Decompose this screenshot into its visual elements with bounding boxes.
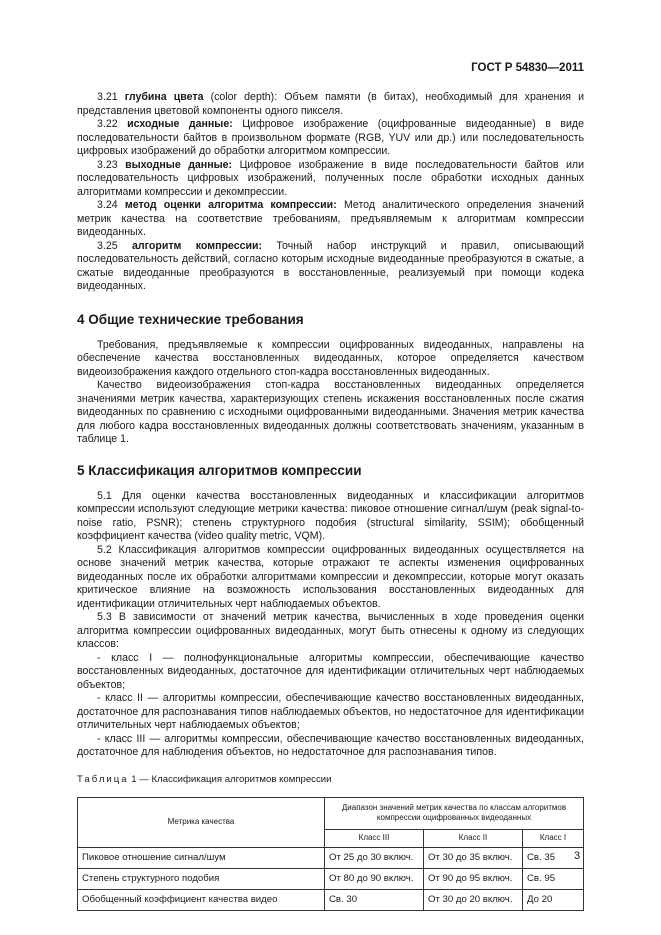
definition-number: 3.23: [97, 158, 118, 171]
table-caption-label: Таблица: [77, 773, 129, 785]
definition-number: 3.24: [97, 199, 118, 211]
section-5-heading: 5 Классификация алгоритмов компрессии: [77, 462, 362, 478]
value-cell: От 30 до 20 включ.: [424, 889, 523, 910]
definition-3-24: [77, 199, 584, 240]
header-class-iii: Класс III: [325, 829, 424, 847]
definition-term: глубина цвета: [124, 91, 204, 103]
definition-number: 3.25: [97, 239, 118, 252]
table-row: [78, 889, 584, 910]
definition-3-22: [77, 118, 584, 159]
standard-number: ГОСТ Р 54830—2011: [471, 62, 584, 74]
classification-table: [77, 797, 584, 911]
definition-3-25: [77, 240, 584, 294]
class-list-item: - класс II — алгоритмы компрессии, обеспечивающие качество восстановленных видеоданных, достаточное для распознавания типов наблюдаемых объектов, но недостаточное для идентификации отличительных черт наблюдаемых объектов;: [77, 692, 584, 731]
definition-text: Цифровое изображение (оцифрованные видеоданные) в виде последовательности байтов в произвольном формате (RGB, YUV или др.) или последовательность цифровых изображений до обработки алгоритмом компрессии.: [77, 118, 584, 157]
definition-number: 3.22: [97, 118, 118, 130]
metric-cell: Обобщенный коэффициент качества видео: [78, 889, 325, 910]
header-class-ii: Класс II: [424, 829, 523, 847]
value-cell: Св. 30: [325, 889, 424, 910]
definition-term: исходные данные:: [127, 118, 233, 130]
header-metric: Метрика качества: [78, 797, 325, 847]
metric-cell: Степень структурного подобия: [78, 868, 325, 889]
header-range: Диапазон значений метрик качества по классам алгоритмов компрессии оцифрованных видеоданных: [325, 797, 584, 829]
definition-number: 3.21: [97, 91, 118, 103]
value-cell: Св. 95: [523, 868, 584, 889]
value-cell: До 20: [523, 889, 584, 910]
value-cell: От 25 до 30 включ.: [325, 847, 424, 868]
table-caption: [77, 774, 584, 786]
section-5-paragraph: 5.3 В зависимости от значений метрик качества, вычисленных в ходе проведения оценки алгоритма компрессии оцифрованных видеоданных, могут быть отнесены к одному из следующих классов:: [77, 611, 584, 650]
section-4-paragraph: Требования, предъявляемые к компрессии оцифрованных видеоданных, направлены на обеспечение качества восстановленных видеоданных, которое определяется качеством видеоизображения каждого отдельного стоп-кадра восстановленных видеоданных.: [77, 338, 584, 378]
class-list-item: - класс I — полнофункциональные алгоритмы компрессии, обеспечивающие качество восстановленных видеоданных, достаточное для идентификации отличительных черт наблюдаемых объектов;: [77, 651, 584, 691]
table-row: [78, 847, 584, 868]
section-4-heading: 4 Общие технические требования: [77, 311, 304, 327]
section-4-paragraph: Качество видеоизображения стоп-кадра восстановленных видеоданных определяется значениями метрик качества, характеризующих степень искажения восстановленных после сжатия видеоданных по сравнению с исходными оцифрованными видеоданными. Значения метрик качества для любого кадра восстановленных видеоданных должны соответствовать значениям, указанным в таблице 1.: [77, 379, 584, 445]
definition-text: Цифровое изображение в виде последовательности байтов или последовательность цифровых изображений, полученных после обработки исходных данных алгоритмами компрессии и декомпрессии.: [77, 158, 585, 198]
metric-cell: Пиковое отношение сигнал/шум: [78, 847, 325, 868]
definition-text: Метод аналитического определения значений метрик качества на соответствие требованиям, предъявляемым к алгоритмам компрессии видеоданных.: [77, 199, 585, 238]
table-row: [78, 868, 584, 889]
definition-term: выходные данные:: [125, 158, 233, 171]
section-5-paragraph: 5.2 Классификация алгоритмов компрессии оцифрованных видеоданных осуществляется на основе значений метрик качества, которые отражают те аспекты изменения оцифрованных видеоданных после их обработки алгоритмами компрессии и декомпрессии, которые могут оказать критическое влияние на возможность использования восстановленных видеоданных для идентификации отличительных черт наблюдаемых объектов.: [77, 543, 584, 610]
section-5-paragraph: 5.1 Для оценки качества восстановленных видеоданных и классификации алгоритмов компрессии используют следующие метрики качества: пиковое отношение сигнал/шум (peak signal-to-noise ratio, PSNR); степень структурного подобия (structural similarity, SSIM); обобщенный коэффициент качества (video quality metric, VQM).: [77, 489, 584, 542]
definition-text: Точный набор инструкций и правил, описывающий последовательность действий, согласно которым исходные видеоданные преобразуются в сжатые, а сжатые видеоданные преобразуются в восстановленные, реализуемый при помощи кодека видеоданных.: [77, 239, 584, 292]
definitions-list: [77, 91, 584, 294]
header-class-i: Класс I: [523, 829, 584, 847]
value-cell: От 90 до 95 включ.: [424, 868, 523, 889]
page-number: 3: [574, 850, 581, 862]
class-list-item: - класс III — алгоритмы компрессии, обеспечивающие качество восстановленных видеоданных, достаточное для наблюдения объектов, но недостаточное для распознавания типов.: [77, 732, 584, 758]
definition-text: (color depth): Объем памяти (в битах), необходимый для хранения и представления цветовой компоненты одного пикселя.: [77, 91, 584, 117]
page-content: [77, 91, 584, 911]
definition-3-21: [77, 91, 584, 118]
value-cell: От 30 до 35 включ.: [424, 847, 523, 868]
table-caption-text: 1 — Классификация алгоритмов компрессии: [131, 773, 332, 785]
definition-3-23: [77, 159, 584, 200]
definition-term: алгоритм компрессии:: [132, 239, 263, 252]
value-cell: Св. 35: [523, 847, 584, 868]
definition-term: метод оценки алгоритма компрессии:: [124, 199, 337, 211]
value-cell: От 80 до 90 включ.: [325, 868, 424, 889]
